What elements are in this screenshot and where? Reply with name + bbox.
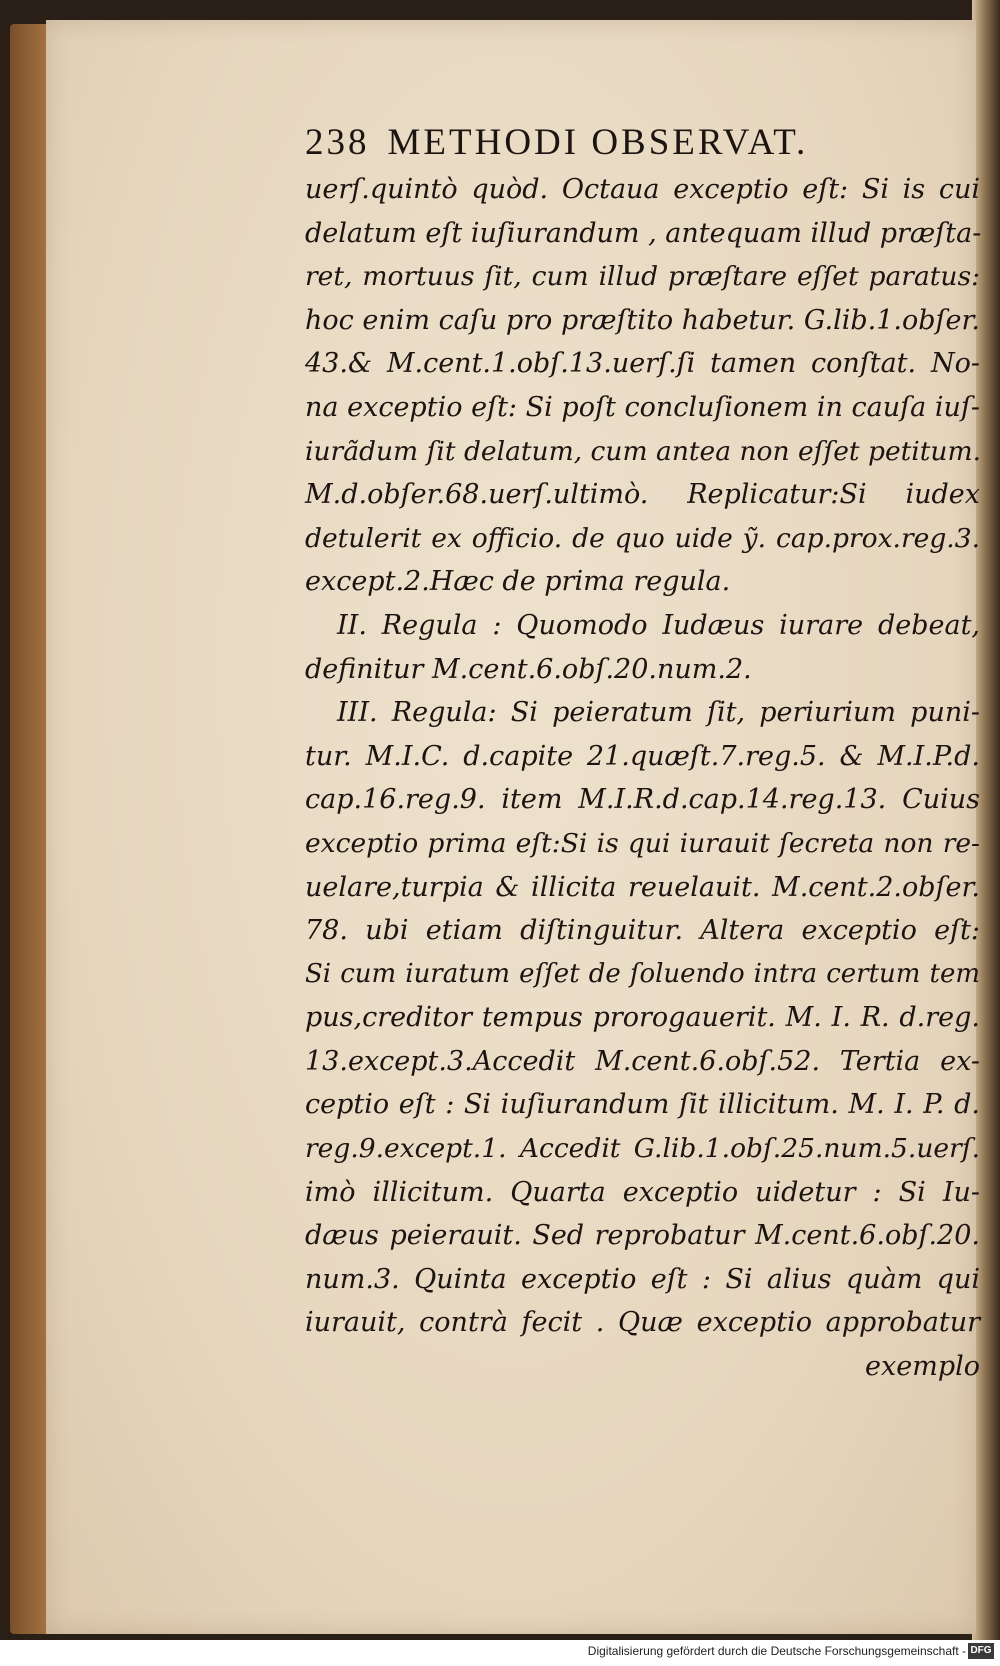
text-line-rule-3: III. Regula: Si peieratum ſit, periurium puni- [337,697,980,729]
text-line: iurãdum ſit delatum, cum antea non eſſet petitum. [305,435,982,467]
text-line: pus,creditor tempus prorogauerit. M. I. R. d.reg. [305,1002,980,1034]
text-line: definitur M.cent.6.obſ.20.num.2. [305,653,752,685]
digitization-credit: Digitalisierung gefördert durch die Deutsche Forschungsgemeinschaft - [587,1644,966,1658]
dfg-logo-icon: DFG [968,1643,994,1659]
running-head-title: METHODI OBSERVAT. [387,122,809,163]
text-line: uerſ.quintò quòd. Octaua exceptio eſt: Si is cui [305,174,980,205]
text-line: exceptio prima eſt:Si is qui iurauit ſecreta non re- [305,827,980,859]
running-head [305,118,980,168]
catchword: exemplo [865,1351,980,1383]
text-line: num.3. Quinta exceptio eſt : Si alius quàm qui [305,1263,980,1295]
page-number: 238 [305,122,370,163]
text-line: M.d.obſer.68.uerſ.ultimò. Replicatur:Si iudex [305,479,980,511]
text-line: iurauit, contrà fecit . Quæ exceptio approbatur [305,1307,980,1339]
text-line: imò illicitum. Quarta exceptio uidetur : Si Iu- [305,1176,980,1208]
text-line: ret, mortuus ſit, cum illud præſtare eſſet paratus: [305,261,980,293]
page-text-block [305,118,980,1389]
text-line: 78. ubi etiam diſtinguitur. Altera exceptio eſt: [305,915,980,947]
text-line: Si cum iuratum eſſet de ſoluendo intra certum tem [305,958,980,989]
text-line: delatum eſt iuſiurandum , antequam illud præſta- [305,217,982,249]
text-line: dæus peierauit. Sed reprobatur M.cent.6.obſ.20. [305,1220,980,1252]
text-line: 13.except.3.Accedit M.cent.6.obſ.52. Tertia ex- [305,1045,980,1077]
text-line: except.2.Hæc de prima regula. [305,566,731,598]
text-line-rule-2: II. Regula : Quomodo Iudæus iurare debeat, [337,609,980,641]
text-line: detulerit ex officio. de quo uide ỹ. cap.prox.reg.3. [305,522,980,554]
text-line: na exceptio eſt: Si poſt concluſionem in cauſa iuſ- [305,391,980,423]
text-line: ceptio eſt : Si iuſiurandum ſit illicitum. M. I. P. d. [305,1089,980,1121]
text-line: cap.16.reg.9. item M.I.R.d.cap.14.reg.13. Cuius [305,784,980,816]
text-line: 43.& M.cent.1.obſ.13.uerſ.ſi tamen conſtat. No- [305,348,980,380]
text-line: reg.9.except.1. Accedit G.lib.1.obſ.25.num.5.uerſ. [305,1133,980,1165]
text-line: tur. M.I.C. d.capite 21.quæſt.7.reg.5. & M.I.P.d. [305,740,980,772]
text-line: uelare,turpia & illicita reuelauit. M.cent.2.obſer. [305,871,980,903]
text-line: hoc enim caſu pro præſtito habetur. G.lib.1.obſer. [305,304,980,336]
